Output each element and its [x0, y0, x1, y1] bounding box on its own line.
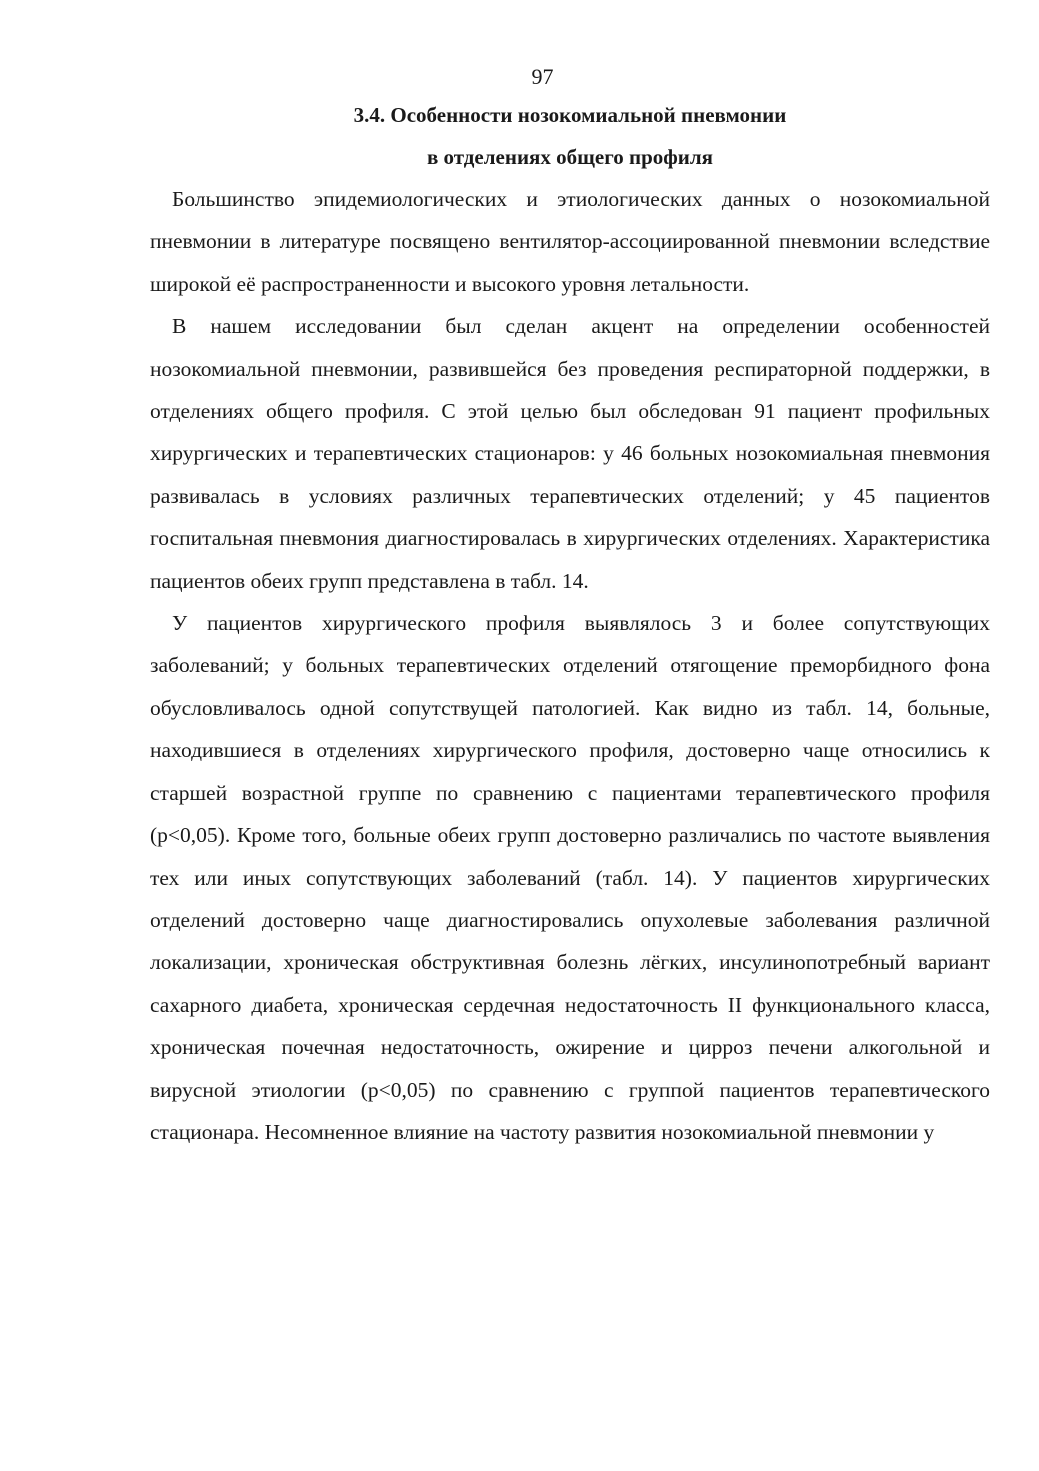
- page-number: 97: [531, 64, 554, 89]
- paragraph-2: В нашем исследовании был сделан акцент на определении особенностей нозокомиальной пневмонии, развившейся без проведения респираторной поддержки, в отделениях общего профиля. С этой целью был обследован 91 пациент профильных хирургических и терапевтических стационаров: у 46 больных нозокомиальная пневмония развивалась в условиях различных терапевтических отделений; у 45 пациентов госпитальная пневмония диагностировалась в хирургических отделениях. Характеристика пациентов обеих групп представлена в табл. 14.: [150, 314, 990, 593]
- body-text: [150, 178, 990, 1153]
- paragraph-1: Большинство эпидемиологических и этиологических данных о нозокомиальной пневмонии в литературе посвящено вентилятор-ассоциированной пневмонии вследствие широкой её распространенности и высокого уровня летальности.: [150, 187, 990, 296]
- section-heading-line-2: в отделениях общего профиля: [426, 145, 714, 169]
- section-heading-line-1: 3.4. Особенности нозокомиальной пневмонии: [353, 103, 787, 127]
- paragraph-3: У пациентов хирургического профиля выявлялось 3 и более сопутствующих заболеваний; у больных терапевтических отделений отягощение преморбидного фона обусловливалось одной сопутствущей патологией. Как видно из табл. 14, больные, находившиеся в отделениях хирургического профиля, достоверно чаще относились к старшей возрастной группе по сравнению с пациентами терапевтического профиля (p<0,05). Кроме того, больные обеих групп достоверно различались по частоте выявления тех или иных сопутствующих заболеваний (табл. 14). У пациентов хирургических отделений достоверно чаще диагностировались опухолевые заболевания различной локализации, хроническая обструктивная болезнь лёгких, инсулинопотребный вариант сахарного диабета, хроническая сердечная недостаточность II функционального класса, хроническая почечная недостаточность, ожирение и цирроз печени алкогольной и вирусной этиологии (p<0,05) по сравнению с группой пациентов терапевтического стационара. Несомненное влияние на частоту развития нозокомиальной пневмонии у: [150, 611, 990, 1144]
